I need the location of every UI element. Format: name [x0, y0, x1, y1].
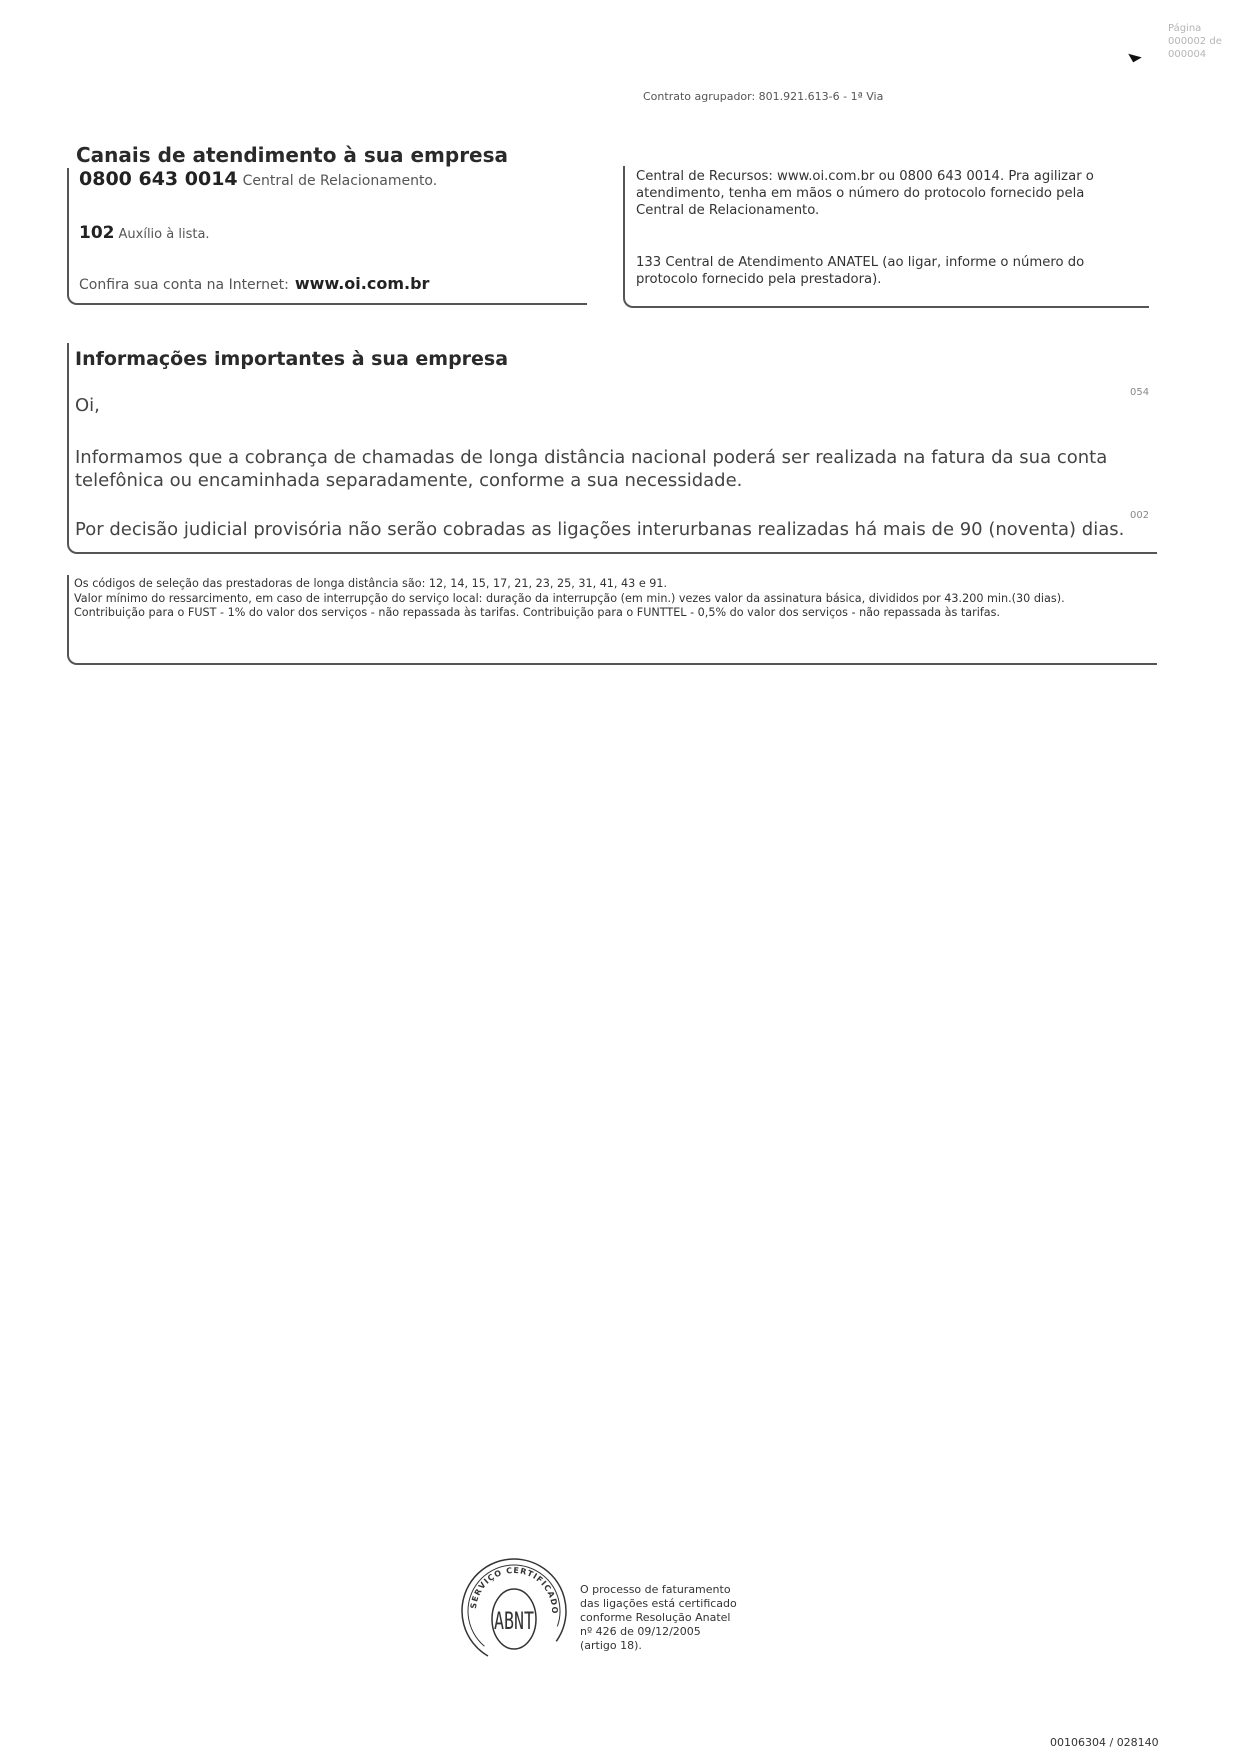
relationship-phone-label: Central de Relacionamento. [242, 173, 438, 189]
legal-notes-box [67, 575, 1157, 665]
contact-channels-title: Canais de atendimento à sua empresa [76, 143, 509, 167]
court-decision-notice: Por decisão judicial provisória não serão cobradas as ligações interurbanas realizadas há mais de 90 (noventa) dias. [75, 519, 1125, 540]
message-code: 054 [1130, 387, 1150, 398]
certification-text [580, 1583, 737, 1653]
legal-notes [74, 577, 1154, 621]
refund-note: Valor mínimo do ressarcimento, em caso de interrupção do serviço local: duração da interrupção (em min.) vezes valor da assinatura básica, divididos por 43.200 min.(30 dias). [74, 591, 1065, 605]
contract-number: Contrato agrupador: 801.921.613-6 - 1ª Via [643, 90, 884, 103]
seal-caption: SERVIÇO CERTIFICADO [468, 1565, 560, 1615]
certification-line: O processo de faturamento [580, 1583, 731, 1596]
page-marker-line: 000004 [1168, 49, 1207, 60]
abnt-certification-seal [458, 1553, 570, 1665]
certification-line: conforme Resolução Anatel [580, 1611, 731, 1624]
directory-label: Auxílio à lista. [118, 227, 210, 242]
page-marker-line: 000002 de [1168, 36, 1222, 47]
website-line [79, 274, 429, 293]
website-link[interactable]: www.oi.com.br [294, 274, 430, 293]
phone-line [79, 168, 437, 190]
anatel-center-text: 133 Central de Atendimento ANATEL (ao ligar, informe o número do protocolo fornecido pela prestadora). [636, 255, 1085, 287]
fust-funttel-note: Contribuição para o FUST - 1% do valor dos serviços - não repassada às tarifas. Contribuição para o FUNTTEL - 0,5% do valor dos serviços - não repassada às tarifas. [74, 606, 1001, 619]
scan-mark-icon: ◣ [1126, 46, 1144, 65]
resources-center-text: Central de Recursos: www.oi.com.br ou 0800 643 0014. Pra agilizar o atendimento, tenha em mãos o número do protocolo fornecido pela Central de Relacionamento. [636, 169, 1094, 218]
certification-line: nº 426 de 09/12/2005 [580, 1625, 701, 1638]
document-code: 00106304 / 028140 [1050, 1736, 1159, 1749]
website-label: Confira sua conta na Internet: [79, 277, 289, 293]
long-distance-notice: Informamos que a cobrança de chamadas de longa distância nacional poderá ser realizada na fatura da sua conta telefônica ou encaminhada separadamente, conforme a sua necessidade. [75, 447, 1108, 491]
certification-line: (artigo 18). [580, 1639, 642, 1652]
certification-line: das ligações está certificado [580, 1597, 737, 1610]
resources-box [623, 166, 1149, 308]
message-code: 002 [1130, 510, 1150, 521]
greeting: Oi, [75, 395, 100, 416]
carrier-codes-note: Os códigos de seleção das prestadoras de longa distância são: 12, 14, 15, 17, 21, 23, 25, 31, 41, 43 e 91. [74, 577, 668, 590]
important-info-box [67, 343, 1157, 554]
important-info-title: Informações importantes à sua empresa [75, 348, 509, 370]
page-marker-line: Página [1168, 23, 1202, 34]
abnt-logo: ABNT [494, 1607, 534, 1635]
contact-channels-box [67, 168, 587, 305]
page-number-marker [1168, 22, 1236, 61]
relationship-phone: 0800 643 0014 [79, 168, 238, 190]
directory-number: 102 [79, 223, 115, 243]
directory-assistance-line [79, 223, 210, 243]
